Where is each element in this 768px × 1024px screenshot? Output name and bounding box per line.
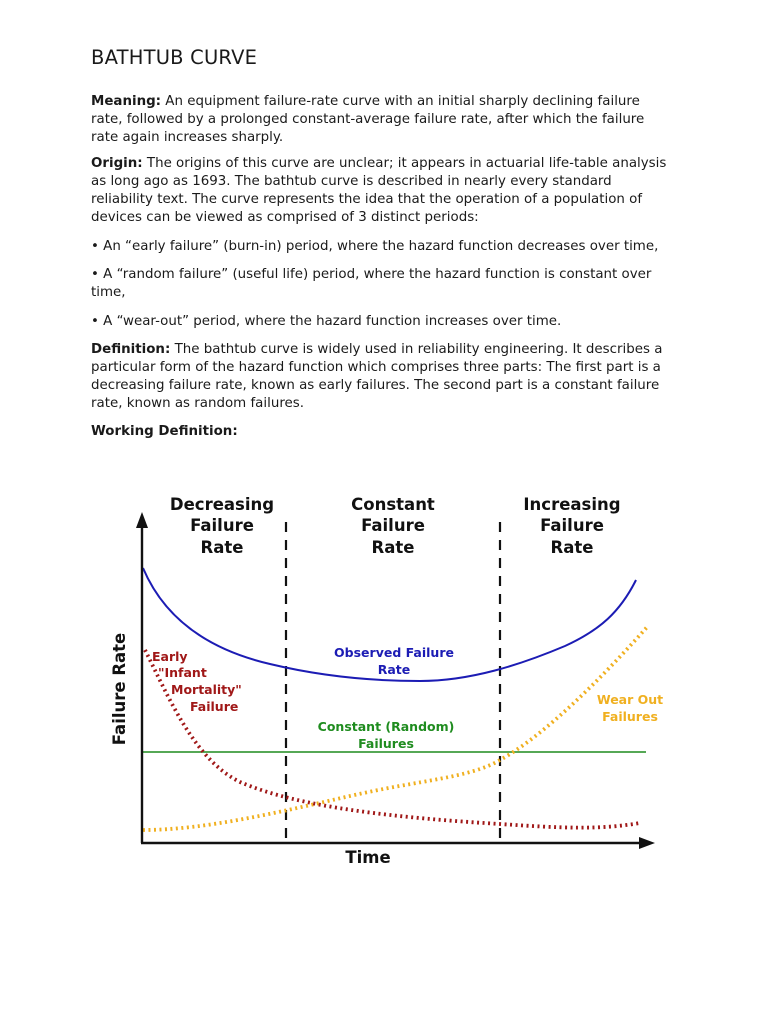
- constant-label-line: Failures: [358, 736, 414, 751]
- observed-label-line: Rate: [377, 662, 411, 677]
- y-axis-label: Failure Rate: [110, 632, 129, 746]
- region-title-constant: [351, 495, 435, 557]
- observed-label-line: Observed Failure: [334, 645, 454, 660]
- region-title-line: Failure: [540, 516, 604, 535]
- infant-label-line: Early: [152, 649, 188, 664]
- region-title-line: Failure: [190, 516, 254, 535]
- y-axis-arrowhead: [136, 512, 148, 528]
- region-title-line: Rate: [200, 538, 244, 557]
- constant-label-line: Constant (Random): [317, 719, 455, 734]
- origin-text: The origins of this curve are unclear; it appears in actuarial life-table analysis as long ago as 1693. The bathtub curve is described in nearly every standard reliability text. The curve represents the idea that the operation of a population of devices can be viewed as comprised of 3 distinct periods:: [91, 156, 667, 225]
- working-definition-heading: Working Definition:: [91, 424, 238, 439]
- bullet-random-failure: • A “random failure” (useful life) period, where the hazard function is constant over time,: [91, 267, 652, 300]
- wearout-label-line: Wear Out: [596, 692, 664, 707]
- origin-label: Origin:: [91, 156, 143, 171]
- wearout-label-line: Failures: [602, 709, 658, 724]
- region-title-line: Constant: [351, 495, 435, 514]
- page-title: BATHTUB CURVE: [91, 46, 258, 69]
- definition-text: The bathtub curve is widely used in reliability engineering. It describes a particular form of the hazard function which comprises three parts: The first part is a decreasing failure rate, known as early failures. The second part is a constant failure rate, known as random failures.: [91, 342, 663, 411]
- region-title-increasing: [523, 495, 620, 557]
- infant-label-line: Failure: [190, 699, 239, 714]
- region-title-line: Rate: [550, 538, 594, 557]
- region-title-line: Increasing: [523, 495, 621, 514]
- region-title-line: Failure: [361, 516, 425, 535]
- x-axis-arrowhead: [639, 837, 655, 849]
- meaning-text: An equipment failure-rate curve with an initial sharply declining failure rate, followed by a prolonged constant-average failure rate, after which the failure rate again increases sharply.: [91, 94, 645, 145]
- bullet-early-failure: • An “early failure” (burn-in) period, where the hazard function decreases over time,: [91, 239, 659, 254]
- constant-random-failures-label: [318, 719, 455, 751]
- bullet-wear-out: • A “wear-out” period, where the hazard function increases over time.: [91, 314, 562, 329]
- meaning-label: Meaning:: [91, 94, 162, 109]
- region-title-line: Decreasing: [169, 495, 275, 514]
- wear-out-failures-label: [597, 692, 663, 724]
- infant-mortality-label: [152, 649, 242, 714]
- infant-label-line: Mortality": [171, 682, 242, 697]
- infant-label-line: "Infant: [158, 665, 207, 680]
- x-axis-label: Time: [345, 848, 391, 867]
- region-title-decreasing: [170, 495, 274, 557]
- region-title-line: Rate: [371, 538, 415, 557]
- observed-failure-rate-label: [334, 645, 454, 677]
- definition-label: Definition:: [91, 342, 171, 357]
